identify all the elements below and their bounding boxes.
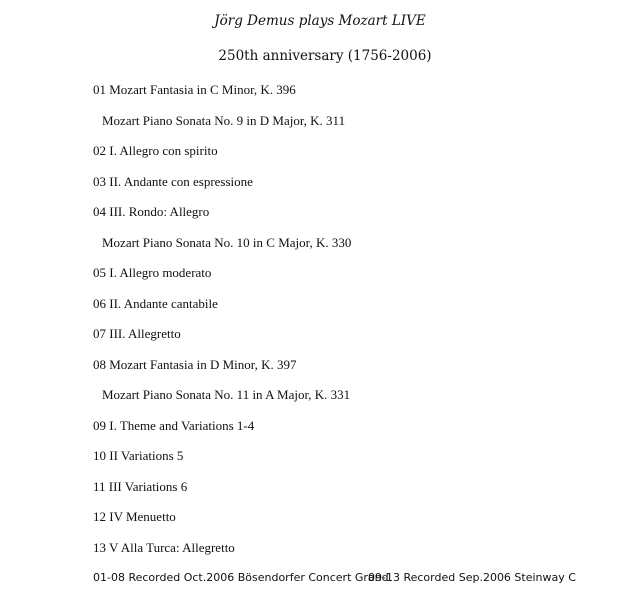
track-01: 01 Mozart Fantasia in C Minor, K. 396	[93, 82, 296, 97]
recording-note-left: 01-08 Recorded Oct.2006 Bösendorfer Concert Grand	[93, 571, 389, 584]
track-03: 03 II. Andante con espressione	[93, 174, 253, 189]
track-09: 09 I. Theme and Variations 1-4	[93, 418, 255, 433]
album-title: Jörg Demus plays Mozart LIVE	[214, 13, 426, 29]
work-heading-sonata-9: Mozart Piano Sonata No. 9 in D Major, K. 311	[102, 113, 346, 128]
work-heading-sonata-11: Mozart Piano Sonata No. 11 in A Major, K. 331	[102, 387, 351, 402]
track-07: 07 III. Allegretto	[93, 326, 181, 341]
track-06: 06 II. Andante cantabile	[93, 296, 218, 311]
track-08: 08 Mozart Fantasia in D Minor, K. 397	[93, 357, 297, 372]
track-02: 02 I. Allegro con spirito	[93, 143, 218, 158]
recording-note-right: 09-13 Recorded Sep.2006 Steinway C	[368, 571, 576, 584]
work-heading-sonata-10: Mozart Piano Sonata No. 10 in C Major, K. 330	[102, 235, 352, 250]
album-subtitle: 250th anniversary (1756-2006)	[218, 48, 432, 64]
track-05: 05 I. Allegro moderato	[93, 265, 212, 280]
track-04: 04 III. Rondo: Allegro	[93, 204, 210, 219]
track-13: 13 V Alla Turca: Allegretto	[93, 540, 235, 555]
track-11: 11 III Variations 6	[93, 479, 188, 494]
track-10: 10 II Variations 5	[93, 448, 184, 463]
track-12: 12 IV Menuetto	[93, 509, 176, 524]
recording-notes	[0, 571, 640, 589]
